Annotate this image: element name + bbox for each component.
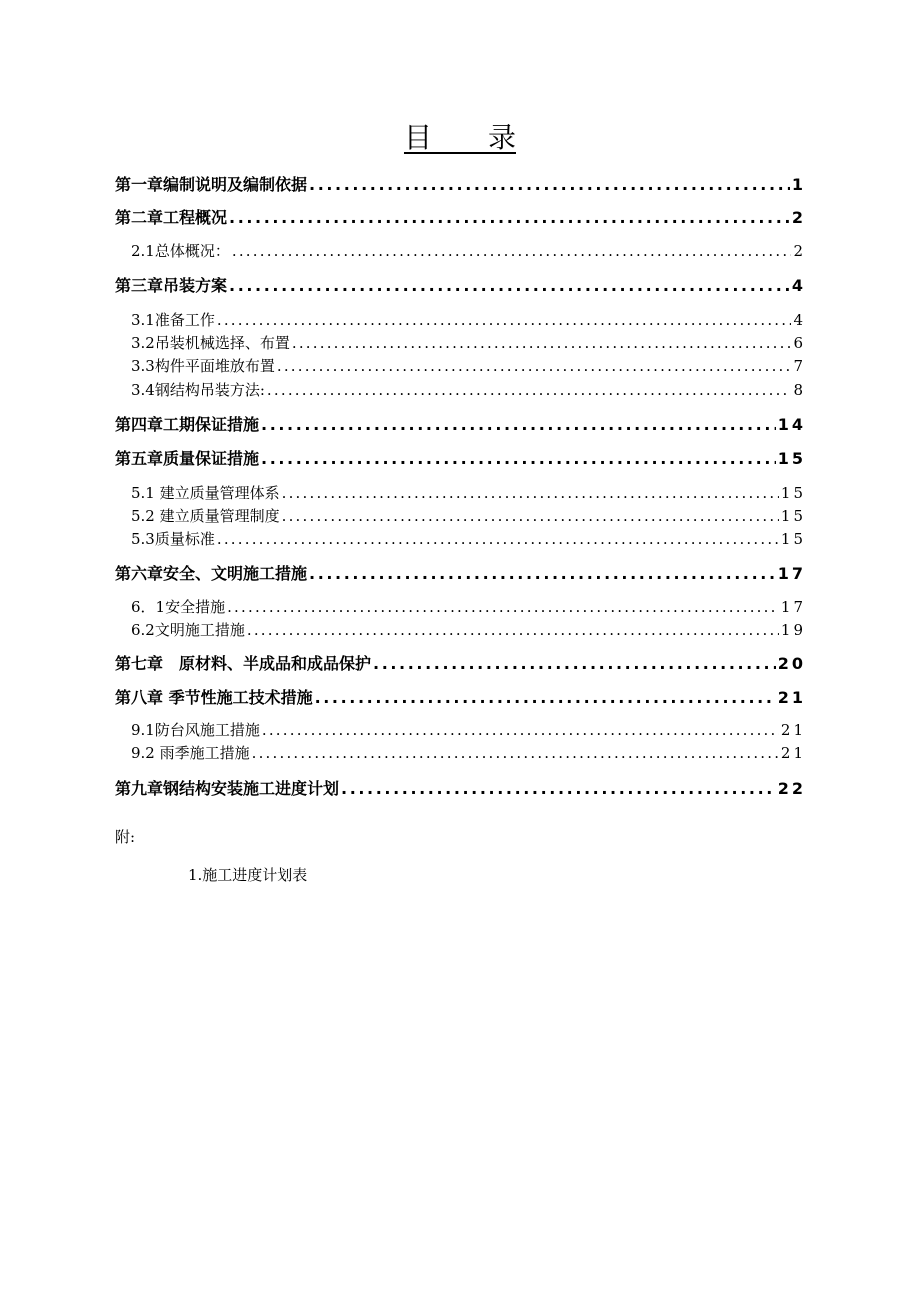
toc-dot-leader — [217, 528, 779, 550]
toc-page-number: 15 — [780, 484, 806, 502]
toc-entry-label: 9.1防台风施工措施 — [131, 721, 260, 739]
toc-dot-leader — [267, 379, 792, 401]
toc-dot-leader — [309, 174, 790, 196]
toc-section-row[interactable] — [115, 309, 806, 331]
toc-dot-leader — [229, 275, 790, 297]
toc-dot-leader — [232, 240, 792, 262]
toc-dot-leader — [261, 414, 776, 436]
toc-dot-leader — [282, 482, 779, 504]
toc-page-number: 14 — [777, 415, 806, 434]
toc-entry-label: 5.3质量标准 — [131, 530, 215, 548]
toc-page-number: 21 — [780, 721, 806, 739]
toc-section-row[interactable] — [115, 528, 806, 550]
toc-page-number: 4 — [791, 276, 806, 295]
appendix-item: 1.施工进度计划表 — [188, 866, 308, 884]
toc-dot-leader — [252, 742, 779, 764]
toc-entry-label: 第六章安全、文明施工措施 — [115, 564, 308, 583]
toc-title — [0, 116, 920, 156]
toc-dot-leader — [217, 309, 792, 331]
toc-chapter-row[interactable] — [115, 275, 806, 297]
toc-page-number: 19 — [780, 621, 806, 639]
toc-entry-label: 第三章吊装方案 — [115, 276, 228, 295]
toc-entry-label: 第八章 季节性施工技术措施 — [115, 688, 313, 707]
toc-chapter-row[interactable] — [115, 653, 806, 675]
toc-entry-label: 第二章工程概况 — [115, 208, 228, 227]
toc-dot-leader — [309, 563, 776, 585]
toc-dot-leader — [341, 778, 776, 800]
toc-page-number: 15 — [780, 507, 806, 525]
toc-dot-leader — [247, 619, 779, 641]
toc-dot-leader — [262, 719, 779, 741]
toc-page-number: 1 — [791, 175, 806, 194]
toc-entry-label: 第五章质量保证措施 — [115, 449, 260, 468]
toc-section-row[interactable] — [115, 332, 806, 354]
toc-chapter-row[interactable] — [115, 174, 806, 196]
toc-dot-leader — [261, 448, 776, 470]
toc-entry-label: 5.1 建立质量管理体系 — [131, 484, 280, 502]
toc-entry-label: 3.2吊装机械选择、布置 — [131, 334, 290, 352]
toc-page-number: 2 — [791, 208, 806, 227]
toc-section-row[interactable] — [115, 505, 806, 527]
toc-section-row[interactable] — [115, 742, 806, 764]
toc-page-number: 6 — [793, 334, 806, 352]
toc-entry-label: 6.2文明施工措施 — [131, 621, 245, 639]
toc-entry-label: 6．1安全措施 — [131, 598, 226, 616]
toc-dot-leader — [315, 687, 776, 709]
toc-entry-label: 5.2 建立质量管理制度 — [131, 507, 280, 525]
toc-chapter-row[interactable] — [115, 414, 806, 436]
toc-dot-leader — [227, 596, 779, 618]
toc-page-number: 8 — [793, 381, 806, 399]
toc-entry-label: 第一章编制说明及编制依据 — [115, 175, 308, 194]
toc-page-number: 22 — [777, 779, 806, 798]
toc-page-number: 17 — [780, 598, 806, 616]
toc-page-number: 4 — [793, 311, 806, 329]
toc-section-row[interactable] — [115, 379, 806, 401]
toc-section-row[interactable] — [115, 355, 806, 377]
toc-entry-label: 第四章工期保证措施 — [115, 415, 260, 434]
toc-chapter-row[interactable] — [115, 778, 806, 800]
toc-chapter-row[interactable] — [115, 448, 806, 470]
toc-section-row[interactable] — [115, 482, 806, 504]
toc-section-row[interactable] — [115, 596, 806, 618]
toc-section-row[interactable] — [115, 619, 806, 641]
toc-dot-leader — [292, 332, 792, 354]
toc-page-number: 15 — [777, 449, 806, 468]
toc-entry-label: 3.1准备工作 — [131, 311, 215, 329]
toc-page-number: 21 — [777, 688, 806, 707]
toc-entry-label: 第九章钢结构安装施工进度计划 — [115, 779, 340, 798]
toc-page-number: 15 — [780, 530, 806, 548]
toc-chapter-row[interactable] — [115, 687, 806, 709]
toc-entry-label: 3.3构件平面堆放布置 — [131, 357, 275, 375]
toc-section-row[interactable] — [115, 240, 806, 262]
toc-dot-leader — [282, 505, 779, 527]
toc-dot-leader — [277, 355, 792, 377]
toc-entry-label: 3.4钢结构吊装方法: — [131, 381, 265, 399]
toc-page-number: 21 — [780, 744, 806, 762]
toc-entry-label: 第七章 原材料、半成品和成品保护 — [115, 654, 372, 673]
toc-entry-label: 2.1总体概况： — [131, 242, 230, 260]
toc-page-number: 20 — [777, 654, 806, 673]
toc-page-number: 2 — [793, 242, 806, 260]
toc-page-number: 7 — [793, 357, 806, 375]
toc-page-number: 17 — [777, 564, 806, 583]
toc-chapter-row[interactable] — [115, 563, 806, 585]
toc-dot-leader — [229, 207, 790, 229]
toc-chapter-row[interactable] — [115, 207, 806, 229]
toc-section-row[interactable] — [115, 719, 806, 741]
toc-entry-label: 9.2 雨季施工措施 — [131, 744, 250, 762]
appendix-label: 附: — [115, 828, 136, 846]
toc-dot-leader — [373, 653, 776, 675]
toc-title-text: 目 录 — [403, 121, 516, 154]
